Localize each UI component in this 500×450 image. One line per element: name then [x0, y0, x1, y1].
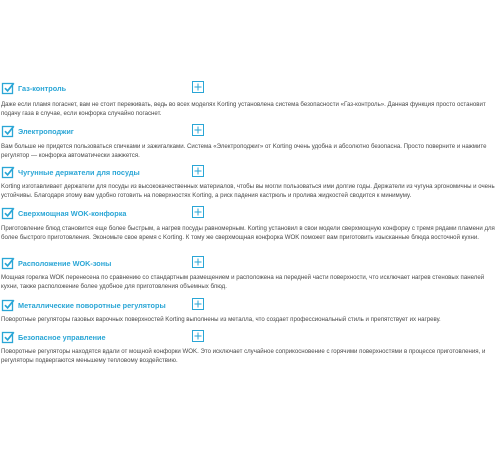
plus-icon[interactable]: [192, 330, 204, 342]
check-icon: [1, 165, 15, 179]
plus-icon[interactable]: [192, 256, 204, 268]
feature-header[interactable]: [0, 124, 500, 138]
feature-title: Безопасное управление: [18, 332, 106, 342]
check-icon: [1, 256, 15, 270]
feature-item: [0, 330, 500, 370]
feature-header[interactable]: [0, 206, 500, 220]
check-icon: [1, 330, 15, 344]
check-icon: [1, 298, 15, 312]
feature-header[interactable]: [0, 298, 500, 312]
feature-title: Чугунные держатели для посуды: [18, 167, 140, 177]
feature-description: Поворотные регуляторы находятся вдали от мощной конфорки WOK. Это исключает случайное соприкосновение с горячими поверхностями в процессе приготовления, и регуляторы подвергаются меньшему тепловому воздействию.: [1, 348, 486, 365]
feature-header[interactable]: [0, 81, 500, 95]
feature-title: Расположение WOK-зоны: [18, 258, 112, 268]
feature-item: [0, 124, 500, 165]
feature-description: Мощная горелка WOK перенесена по сравнению со стандартным размещением и расположена на передней части поверхности, что исключает нагрев стеновых панелей кухни, также расположение более удобное для приготовления объемных блюд.: [1, 274, 485, 291]
check-icon: [1, 81, 15, 95]
plus-icon[interactable]: [192, 206, 204, 218]
check-icon: [1, 206, 15, 220]
feature-item: [0, 81, 500, 124]
feature-item: [0, 256, 500, 298]
feature-title: Газ-контроль: [18, 83, 67, 93]
check-icon: [1, 124, 15, 138]
plus-icon[interactable]: [192, 124, 204, 136]
feature-header[interactable]: [0, 330, 500, 344]
feature-title: Металлические поворотные регуляторы: [18, 300, 166, 310]
feature-item: [0, 165, 500, 206]
feature-title: Сверхмощная WOK-конфорка: [18, 208, 127, 218]
feature-title: Электроподжиг: [18, 126, 74, 136]
plus-icon[interactable]: [192, 81, 204, 93]
plus-icon[interactable]: [192, 165, 204, 177]
feature-description: Korting изготавливает держатели для посуды из высококачественных материалов, чтобы вы могли пользоваться ими долгие годы. Держатели из чугуна эргономичны и очень устойчивы. Благодаря этому вам удобно готовить на поверхностях Korting, а риск падения кастрюль и пролива жидкостей сводится к минимуму.: [1, 183, 495, 200]
feature-header[interactable]: [0, 165, 500, 179]
feature-description: Приготовление блюд становится еще более быстрым, а нагрев посуды равномерным. Korting установил в свои модели сверхмощную конфорку с тремя рядами пламени для более быстрого приготовления. Экономьте свое время с Korting. К тому же сверхмощная конфорка WOK поможет вам приготовить изысканные блюда восточной кухни.: [1, 225, 495, 242]
plus-icon[interactable]: [192, 298, 204, 310]
feature-item: [0, 206, 500, 256]
features-list: [0, 81, 500, 370]
feature-description: Даже если пламя погаснет, вам не стоит переживать, ведь во всех моделях Korting установлена система безопасности «Газ-контроль». Данная функция просто остановит подачу газа в случае, если конфорка случайно погаснет.: [1, 101, 486, 118]
feature-description: Вам больше не придется пользоваться спичками и зажигалками. Система «Электроподжиг» от Korting очень удобна и абсолютно безопасна. Просто поверните и нажмите регулятор — конфорка автоматически зажжется.: [1, 143, 487, 160]
feature-description: Поворотные регуляторы газовых варочных поверхностей Korting выполнены из металла, что создает профессиональный стиль и препятствует их нагреву.: [1, 316, 441, 323]
feature-header[interactable]: [0, 256, 500, 270]
feature-item: [0, 298, 500, 330]
